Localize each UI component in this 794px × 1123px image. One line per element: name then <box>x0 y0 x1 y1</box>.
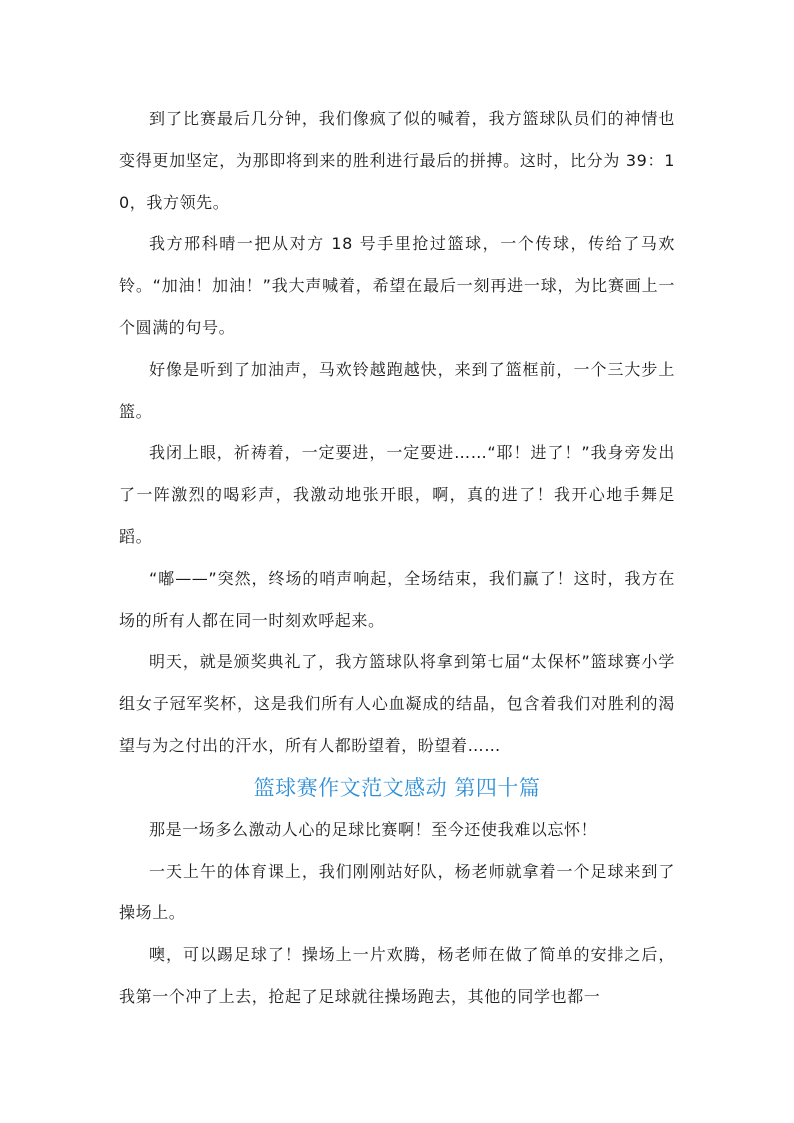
document-body <box>119 98 675 1018</box>
paragraph-final-minutes: 到了比赛最后几分钟，我们像疯了似的喊着，我方篮球队员们的神情也变得更加坚定，为那即将到来的胜利进行最后的拼搏。这时，比分为 39：10，我方领先。 <box>119 109 675 212</box>
paragraph-football-intro: 那是一场多么激动人心的足球比赛啊！至今还使我难以忘怀！ <box>149 819 598 839</box>
paragraph-award-ceremony: 明天，就是颁奖典礼了，我方篮球队将拿到第七届“太保杯”篮球赛小学组女子冠军奖杯，这是我们所有人心血凝成的结晶，包含着我们对胜利的渴望与为之付出的汗水，所有人都盼望着，盼望着…… <box>119 652 675 755</box>
paragraph-kickoff: 噢，可以踢足球了！操场上一片欢腾，杨老师在做了简单的安排之后，我第一个冲了上去，抢起了足球就往操场跑去，其他的同学也都一 <box>119 945 675 1006</box>
paragraph-final-whistle: “嘟——”突然，终场的哨声响起，全场结束，我们赢了！这时，我方在场的所有人都在同一时刻欢呼起来。 <box>119 568 675 630</box>
paragraph-layup: 好像是听到了加油声，马欢铃越跑越快，来到了篮框前，一个三大步上篮。 <box>119 359 675 421</box>
paragraph-steal-pass: 我方邢科晴一把从对方 18 号手里抢过篮球，一个传球，传给了马欢铃。“加油！加油！”我大声喊着，希望在最后一刻再进一球，为比赛画上一个圆满的句号。 <box>119 234 675 337</box>
section-heading: 篮球赛作文范文感动 第四十篇 <box>253 775 541 800</box>
paragraph-pe-class: 一天上午的体育课上，我们刚刚站好队，杨老师就拿着一个足球来到了操场上。 <box>119 861 675 923</box>
paragraph-score: 我闭上眼，祈祷着，一定要进，一定要进……“耶！进了！”我身旁发出了一阵激烈的喝彩声，我激动地张开眼，啊，真的进了！我开心地手舞足蹈。 <box>119 443 675 546</box>
